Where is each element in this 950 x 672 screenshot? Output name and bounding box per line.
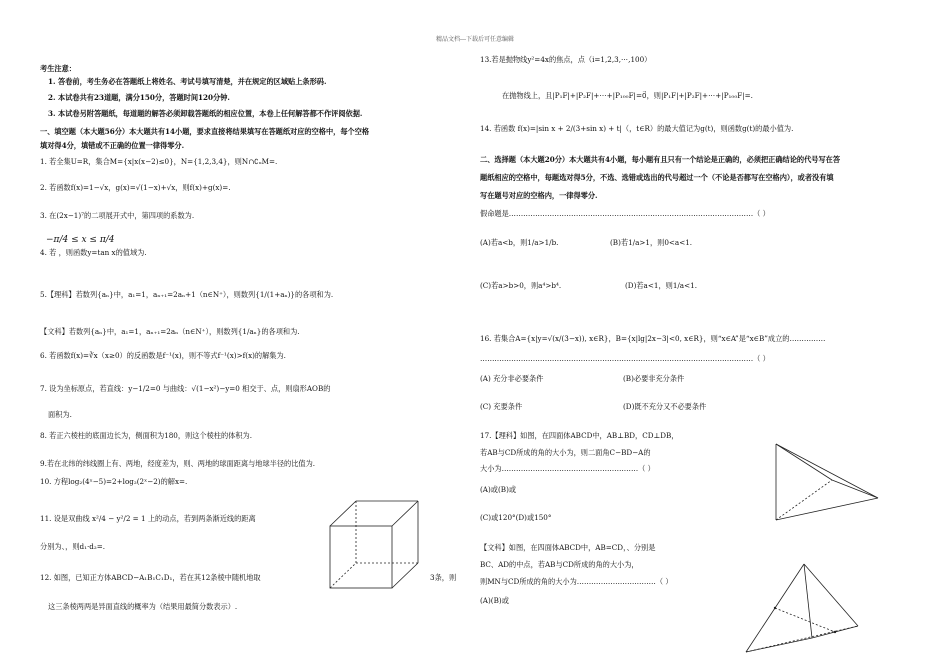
question-15-option-b: (B)若1/a>1，则0<a<1. [610,238,693,247]
question-3: 3. 在(2x−1)⁷的二项展开式中，第四项的系数为. [40,211,195,220]
question-16-dots: ……………………………………………………………………………………………………（ ） [480,354,770,363]
question-16-option-d: (D)既不充分又不必要条件 [623,402,707,411]
question-11-cont: 分别为、，则d₁·d₂=. [40,542,106,551]
question-1: 1. 若全集U=R，集合M={x|x(x−2)≤0}，N={1,2,3,4}，则N∩∁ᵤM=. [40,157,278,166]
question-6: 6. 若函数f(x)=∛x（x≥0）的反函数是f⁻¹(x)，则不等式f⁻¹(x)>f(x)的解集为. [40,351,286,360]
question-5-arts: 【文科】若数列{aₙ}中，a₁=1，aₙ₊₁=2aₙ（n∈N⁺），则数列{1/aₙ}的各项和为. [40,327,300,336]
question-9: 9.若在北纬的纬线圈上有、两地，经度差为，则、两地的球面距离与地球半径的比值为. [40,459,316,468]
question-17-arts-cont: BC、AD的中点，若AB与CD所成的角的大小为， [480,560,639,569]
notice-2: 2. 本试卷共有23道题，满分150分，答题时间120分钟. [48,93,230,102]
cube-figure [328,498,420,594]
question-17-options-cd: (C)或120°(D)或150° [480,513,552,522]
notice-title: 考生注意： [40,64,76,73]
question-12-cont: 这三条棱两两是异面直线的概率为（结果用最简分数表示）. [48,602,238,611]
section2-instructions-1: 二、选择题（本大题20分）本大题共有4小题，每小题有且只有一个结论是正确的，必须把正确结论的代号写在答 [480,155,841,164]
tetrahedron-figure-arts [742,560,862,658]
question-12-tail: 3条，则 [430,573,457,582]
question-16-option-a: (A) 充分非必要条件 [480,374,544,383]
question-17-arts-cont2: 则MN与CD所成的角的大小为……………………………（ ） [480,577,673,586]
tetrahedron-figure-physics [762,440,882,530]
question-17-physics-cont2: 大小为…………………………………………………（ ） [480,464,655,473]
question-14: 14. 若函数 f(x)=|sin x + 2/(3+sin x) + t|（，t∈R）的最大值记为g(t)，则函数g(t)的最小值为. [480,124,794,133]
question-16-option-c: (C) 充要条件 [480,402,523,411]
section2-instructions-3: 写在题号对应的空格内，一律得零分. [480,191,598,200]
question-11: 11. 设是双曲线 x²/4 − y²/2 = 1 上的动点，若到两条渐近线的距离 [40,514,256,523]
page-header: 精品文档---下载后可任意编辑 [435,36,515,43]
question-17-physics: 17.【理科】如图，在四面体ABCD中，AB⊥BD，CD⊥DB， [480,431,679,440]
question-2: 2. 若函数f(x)=1−√x，g(x)=√(1−x)+√x，则f(x)+g(x)=. [40,183,231,192]
question-7-cont: 面积为. [48,410,72,419]
question-17-physics-cont: 若AB与CD所成的角的大小为，则二面角C−BD−A的 [480,448,651,457]
question-17-options-ab: (A)或(B)或 [480,485,517,494]
question-15-option-d: (D)若a<1，则1/a<1. [625,281,697,290]
question-13: 13.若是抛物线y²=4x的焦点，点（i=1,2,3,⋯,100） [480,55,652,64]
question-5-physics: 5.【理科】若数列{aₙ}中，a₁=1，aₙ₊₁=2aₙ+1（n∈N⁺），则数列{1/(1+aₙ)}的各项和为. [40,290,334,299]
question-15: 假命题是…………………………………………………………………………………………（ ） [480,209,770,218]
section1-instructions-2: 填对得4分，填错或不正确的位置一律得零分. [40,141,185,150]
question-17-arts-options: (A)(B)或 [480,596,509,605]
question-15-option-c: (C)若a>b>0，则a⁴>b⁴. [480,281,562,290]
question-17-arts: 【文科】如图，在四面体ABCD中，AB=CD，、分别是 [480,543,656,552]
notice-1: 1. 答卷前，考生务必在答题纸上将姓名、考试号填写清楚，并在规定的区域贴上条形码. [48,77,327,86]
question-16-option-b: (B)必要非充分条件 [623,374,685,383]
question-13-cont: 在抛物线上，且|P₁F|+|P₂F|+⋯+|P₁₀₀F|=0⃗，则|P₁F|+|P₂F|+⋯+|P₁₀₀F|=. [502,91,753,100]
section1-instructions-1: 一、填空题（本大题56分）本大题共有14小题，要求直接将结果填写在答题纸对应的空格中，每个空格 [40,127,370,136]
question-16: 16. 若集合A={x|y=√(x/(3−x)), x∈R}，B={x|lg|2x−3|<0, x∈R}，则“x∈A”是“x∈B”成立的…………… [480,334,826,343]
question-10: 10. 方程log₂(4ˣ−5)=2+log₂(2ˣ−2)的解x=. [40,477,188,486]
question-4: 4. 若 ，则函数y=tan x的值域为. [40,248,147,257]
notice-3: 3. 本试卷另附答题纸，每道题的解答必须卸载答题纸的相应位置，本卷上任何解答都不作评阅依据. [48,109,363,118]
question-15-option-a: (A)若a<b，则1/a>1/b. [480,238,559,247]
question-12: 12. 如图，已知正方体ABCD−A₁B₁C₁D₁，若在其12条棱中随机地取 [40,573,261,582]
question-8: 8. 若正六棱柱的底面边长为，侧面积为180，则这个棱柱的体积为. [40,431,253,440]
question-7: 7. 设为坐标原点，若直线：y−1/2=0 与曲线：√(1−x²)−y=0 相交于、点，则扇形AOB的 [40,384,331,393]
question-4-range: −π/4 ≤ x ≤ π/4 [46,235,115,245]
section2-instructions-2: 题纸相应的空格中，每题选对得5分，不选、选错或选出的代号超过一个（不论是否都写在空格内），或者没有填 [480,173,834,182]
